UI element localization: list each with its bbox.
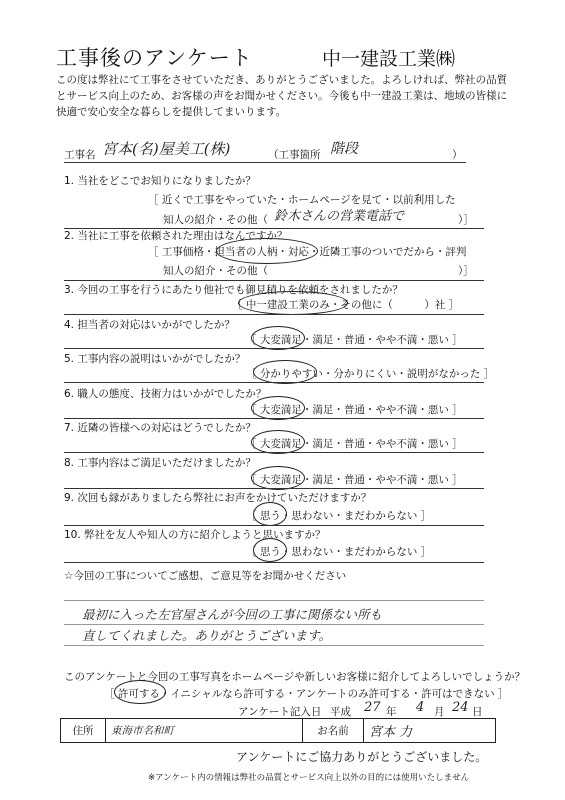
- page-title: 工事後のアンケート: [56, 46, 253, 70]
- divider-2: [64, 280, 484, 281]
- q1-option-line2: 知人の紹介・その他（: [163, 214, 268, 226]
- q4-answer-circle: [251, 326, 305, 350]
- company-name: 中一建設工業㈱: [322, 48, 456, 70]
- q10-answer-circle: [253, 538, 287, 562]
- question-8: 8. 工事内容はご満足いただけましたか？: [64, 457, 256, 469]
- address-label: 住所: [61, 719, 106, 743]
- comment-text-line2: 直してくれました。ありがとうございます。: [82, 628, 332, 643]
- intro-text: この度は弊社にて工事をさせていただき、ありがとうございました。よろしければ、弊社の品質とサービス向上のため、お客様の声をお聞かせください。今後も中一建設工業は、地域の皆様に快適で安心安全な暮らしを提供してまいります。: [56, 74, 508, 118]
- work-name-label: 工事名: [64, 149, 96, 161]
- q5-options: ［ 分かりやすい・分かりにくい・説明がなかった ］: [246, 368, 495, 380]
- name-label: お名前: [303, 719, 364, 743]
- q1-close: ）］: [458, 214, 474, 226]
- work-underline: [64, 162, 466, 163]
- q7-options: ［ 大変満足・満足・普通・やや不満・悪い ］: [246, 438, 463, 450]
- divider-5: [64, 382, 484, 383]
- permission-options: ［ 許可する・イニシャルなら許可する・アンケートのみ許可する・許可はできない ］: [104, 688, 509, 700]
- date-year: 27: [364, 700, 381, 715]
- q2-option-line2: 知人の紹介・その他（: [163, 265, 268, 277]
- permission-answer-circle: [114, 680, 166, 704]
- thanks-text: アンケートにご協力ありがとうございました。: [236, 750, 488, 764]
- permission-question: このアンケートと今回の工事写真をホームページや新しいお客様に紹介してよろしいでしょうか？: [64, 671, 526, 683]
- work-place-label: （工事箇所: [268, 149, 321, 161]
- question-4: 4. 担当者の対応はいかがでしたか？: [64, 319, 235, 331]
- divider-7: [64, 452, 484, 453]
- divider-4: [64, 348, 484, 349]
- q10-options: ［ 思う・思わない・まだわからない ］: [246, 546, 432, 558]
- privacy-note: ※アンケート内の情報は弊社の品質とサービス向上以外の目的には使用いたしません: [148, 773, 470, 783]
- q9-options: ［ 思う・思わない・まだわからない ］: [246, 510, 432, 522]
- address-value: 東海市名和町: [106, 719, 303, 743]
- date-month-unit: 月: [434, 706, 445, 718]
- divider-3: [64, 314, 484, 315]
- question-1: 1. 当社をどこでお知りになりましたか？: [64, 175, 256, 187]
- q1-answer: 鈴木さんの営業電話で: [274, 209, 405, 224]
- contact-table: [60, 718, 496, 743]
- comment-line-2: [64, 624, 484, 625]
- q3-answer-circle: [238, 291, 348, 315]
- q2-close: ）］: [458, 265, 474, 277]
- question-2: 2. 当社に工事を依頼された理由はなんですか？: [64, 230, 288, 242]
- name-value: 宮本 力: [364, 719, 496, 743]
- q5-answer-circle: [253, 360, 317, 384]
- divider-8: [64, 488, 484, 489]
- q4-options: ［ 大変満足・満足・普通・やや不満・悪い ］: [246, 334, 463, 346]
- q2-answer-circle: [216, 238, 318, 264]
- q3-options: ［ 中一建設工業のみ・その他に（ ）社 ］: [232, 299, 460, 311]
- comment-line-3: [64, 645, 484, 646]
- comment-line-1: [64, 600, 484, 601]
- q6-options: ［ 大変満足・満足・普通・やや不満・悪い ］: [246, 404, 463, 416]
- q6-answer-circle: [251, 396, 305, 420]
- divider-10: [64, 562, 484, 563]
- question-9: 9. 次回も縁がありましたら弊社にお声をかけていただけますか？: [64, 492, 372, 504]
- date-year-unit: 年: [386, 706, 397, 718]
- work-place-value: 階段: [330, 141, 358, 157]
- question-5: 5. 工事内容の説明はいかがでしたか？: [64, 353, 246, 365]
- date-era: 平成: [330, 706, 351, 718]
- work-place-close: ）: [452, 149, 463, 161]
- question-7: 7. 近隣の皆様への対応はどうでしたか？: [64, 422, 256, 434]
- divider-9: [64, 525, 484, 526]
- question-10: 10. 弊社を友人や知人の方に紹介しようと思いますか？: [64, 529, 326, 541]
- question-6: 6. 職人の態度、技術力はいかがでしたか？: [64, 388, 267, 400]
- date-month: 4: [416, 700, 425, 715]
- q8-options: ［ 大変満足・満足・普通・やや不満・悪い ］: [246, 474, 463, 486]
- comment-text-line1: 最初に入った左官屋さんが今回の工事に関係ない所も: [82, 607, 383, 622]
- date-day: 24: [452, 700, 469, 715]
- q7-answer-circle: [251, 430, 305, 454]
- date-label: アンケート記入日: [238, 706, 322, 718]
- question-3: 3. 今回の工事を行うにあたり他社でも御見積りを依頼をされましたか？: [64, 284, 403, 296]
- q8-answer-circle: [251, 466, 305, 490]
- date-day-unit: 日: [472, 706, 483, 718]
- q2-option-line1: ［ 工事価格・担当者の人柄・対応・近隣工事のついでだから・評判: [148, 246, 467, 258]
- work-name-value: 宮本(名)屋美工(株): [102, 140, 231, 158]
- q9-answer-circle: [253, 502, 287, 526]
- comments-label: ☆今回の工事についてご感想、ご意見等をお聞かせください: [64, 570, 347, 582]
- divider-6: [64, 418, 484, 419]
- q1-option-line1: ［ 近くで工事をやっていた・ホームページを見て・以前利用した: [148, 194, 456, 206]
